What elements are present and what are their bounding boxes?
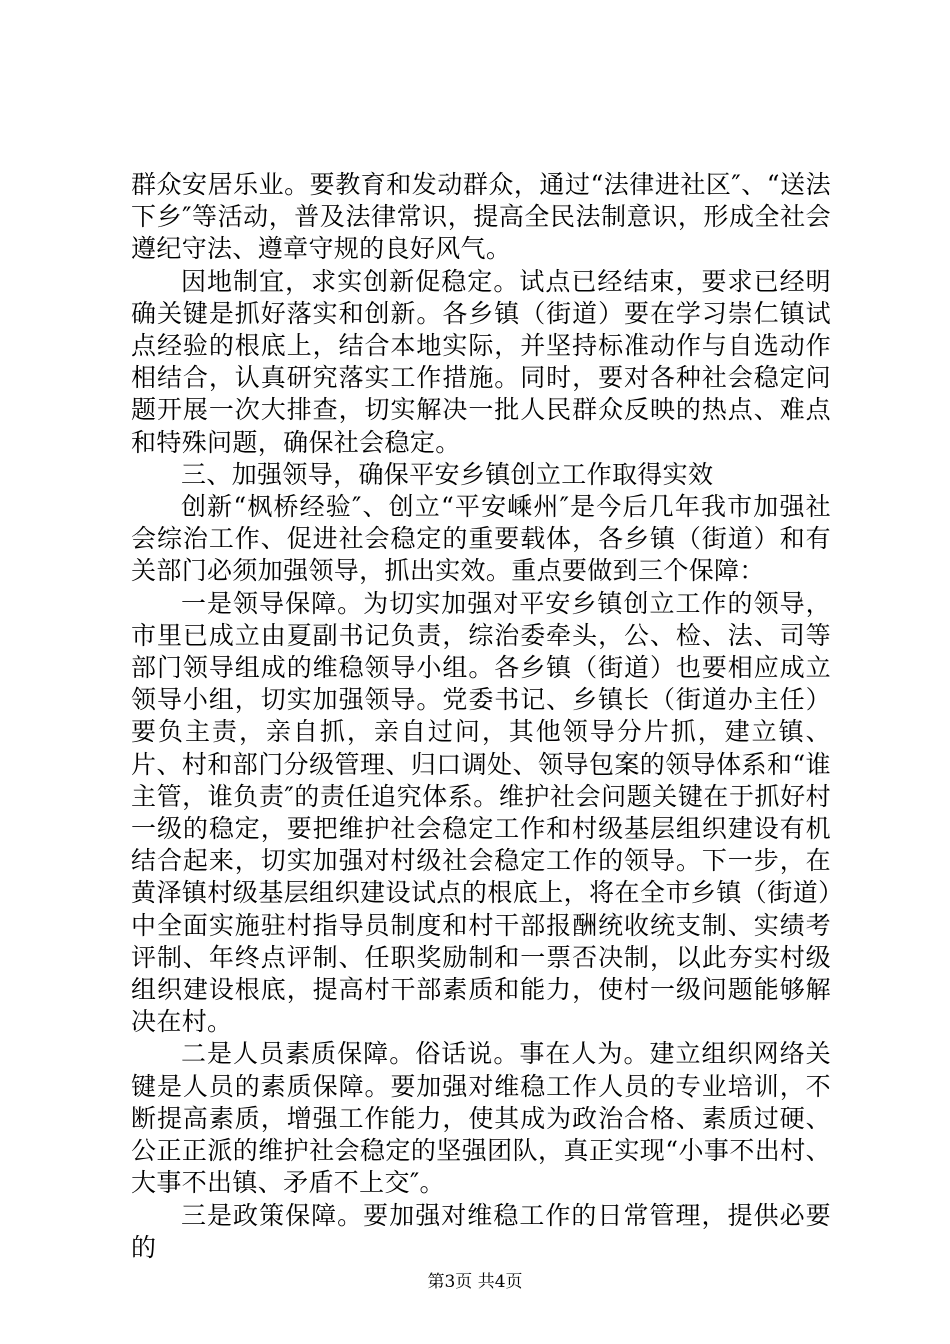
- paragraph: 三是政策保障。要加强对维稳工作的日常管理，提供必要的: [131, 1200, 831, 1262]
- paragraph: 二是人员素质保障。俗话说。事在人为。建立组织网络关键是人员的素质保障。要加强对维稳工作人员的专业培训，不断提高素质，增强工作能力，使其成为政治合格、素质过硬、公正正派的维护社会稳定的坚强团队，真正实现“小事不出村、大事不出镇、矛盾不上交″。: [131, 1039, 831, 1198]
- paragraph: 创新“枫桥经验″、创立“平安嵊州″是今后几年我市加强社会综治工作、促进社会稳定的重要载体，各乡镇（街道）和有关部门必须加强领导，抓出实效。重点要做到三个保障：: [131, 492, 831, 586]
- section-heading: 三、加强领导，确保平安乡镇创立工作取得实效: [181, 459, 714, 489]
- paragraph: 因地制宜，求实创新促稳定。试点已经结束，要求已经明确关键是抓好落实和创新。各乡镇（街道）要在学习崇仁镇试点经验的根底上，结合本地实际，并坚持标准动作与自选动作相结合，认真研究落实工作措施。同时，要对各种社会稳定问题开展一次大排查，切实解决一批人民群众反映的热点、难点和特殊问题，确保社会稳定。: [131, 266, 831, 457]
- body-text: [131, 169, 831, 1264]
- page-footer: 第3页 共4页: [427, 1272, 523, 1292]
- paragraph: 一是领导保障。为切实加强对平安乡镇创立工作的领导，市里已成立由夏副书记负责，综治委牵头，公、检、法、司等部门领导组成的维稳领导小组。各乡镇（街道）也要相应成立领导小组，切实加强领导。党委书记、乡镇长（街道办主任）要负主责，亲自抓，亲自过问，其他领导分片抓，建立镇、片、村和部门分级管理、归口调处、领导包案的领导体系和“谁主管，谁负责″的责任追究体系。维护社会问题关键在于抓好村一级的稳定，要把维护社会稳定工作和村级基层组织建设有机结合起来，切实加强对村级社会稳定工作的领导。下一步，在黄泽镇村级基层组织建设试点的根底上，将在全市乡镇（街道）中全面实施驻村指导员制度和村干部报酬统收统支制、实绩考评制、年终点评制、任职奖励制和一票否决制，以此夯实村级组织建设根底，提高村干部素质和能力，使村一级问题能够解决在村。: [131, 588, 831, 1037]
- paragraph-continuation: 群众安居乐业。要教育和发动群众，通过“法律进社区″、“送法下乡″等活动，普及法律常识，提高全民法制意识，形成全社会遵纪守法、遵章守规的良好风气。: [131, 170, 831, 264]
